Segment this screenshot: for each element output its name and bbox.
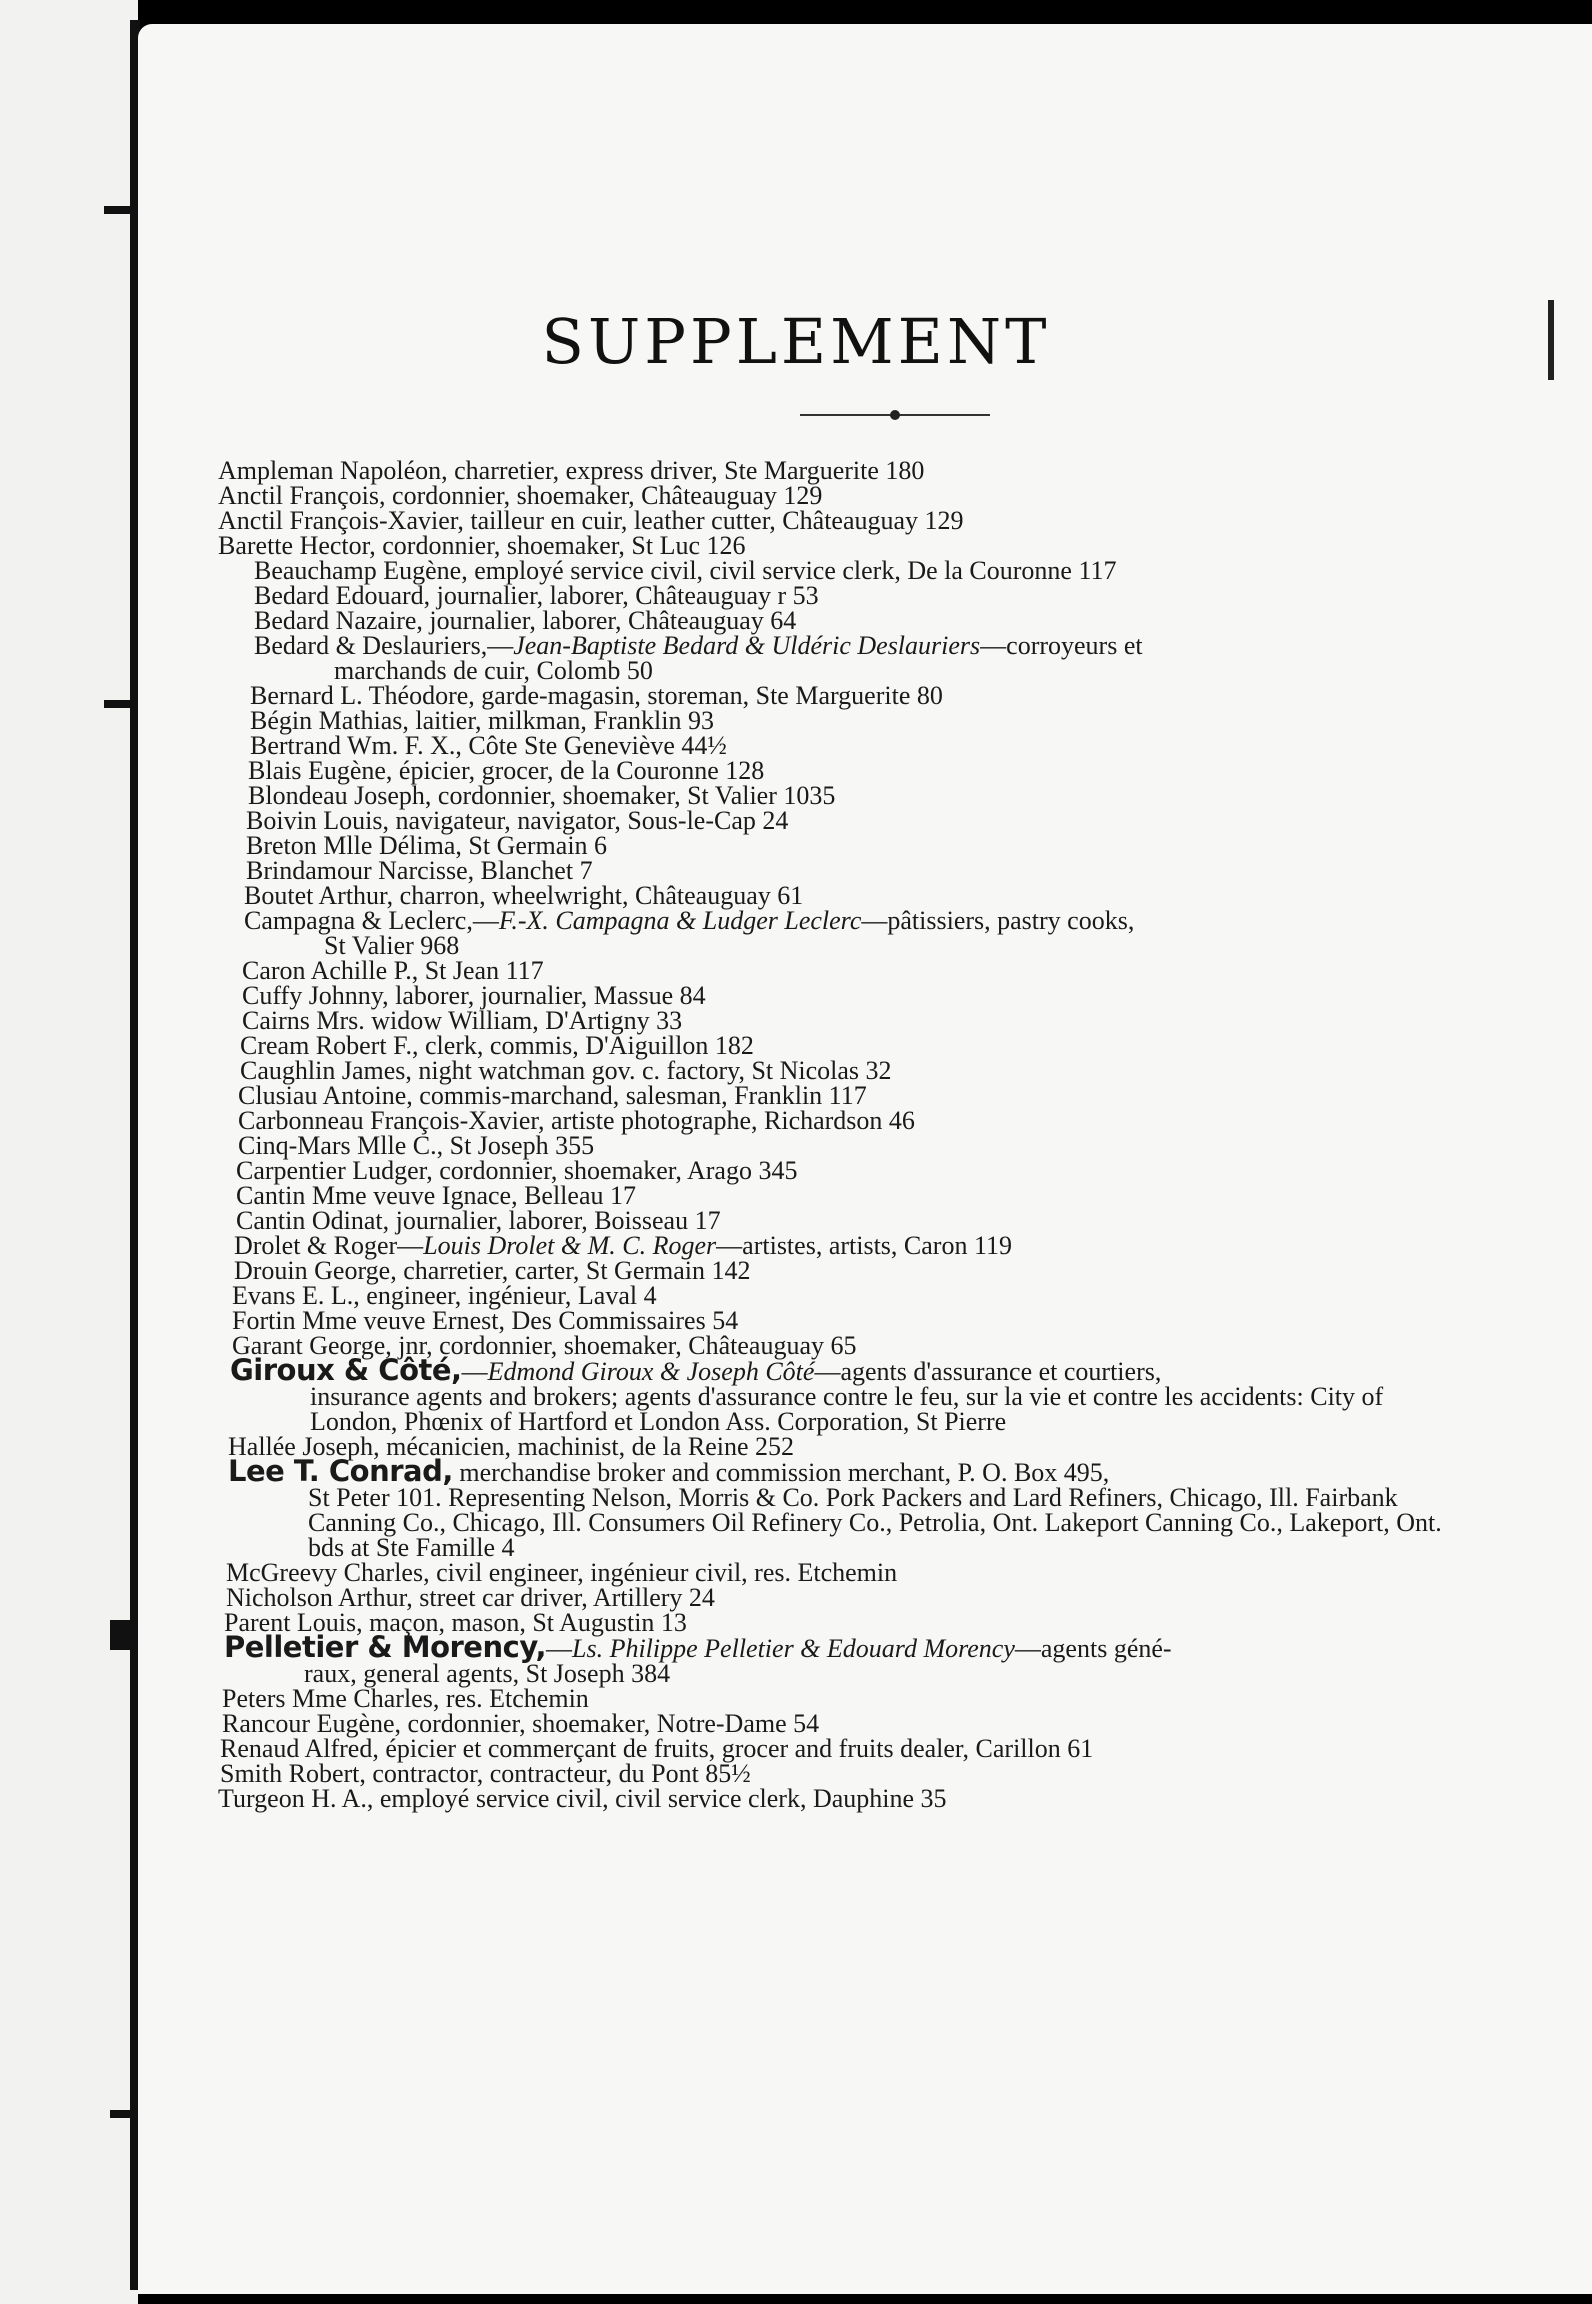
directory-entry <box>238 1083 1468 1108</box>
entry-text: Smith Robert, contractor, contracteur, du Pont 85½ <box>220 1759 751 1788</box>
directory-entry <box>232 1308 1468 1333</box>
entry-text: Cuffy Johnny, laborer, journalier, Massue 84 <box>242 981 706 1010</box>
entry-text: Cairns Mrs. widow William, D'Artigny 33 <box>242 1006 683 1035</box>
entry-text: Blondeau Joseph, cordonnier, shoemaker, St Valier 1035 <box>248 781 836 810</box>
entry-text: Cantin Odinat, journalier, laborer, Boisseau 17 <box>236 1206 721 1235</box>
directory-entry <box>218 1786 1468 1811</box>
entry-lead: Campagna & Leclerc,— <box>244 906 499 935</box>
directory-entry <box>248 783 1468 808</box>
registration-mark <box>110 2110 134 2118</box>
directory-entry <box>244 908 1468 958</box>
entry-partners: Ls. Philippe Pelletier & Edouard Morency <box>572 1634 1015 1663</box>
entry-text: Fortin Mme veuve Ernest, Des Commissaires 54 <box>232 1306 739 1335</box>
title-rule-ornament <box>890 410 900 420</box>
directory-entry <box>250 733 1468 758</box>
entry-text: Garant George, jnr, cordonnier, shoemaker, Châteauguay 65 <box>232 1331 857 1360</box>
entry-text: Bedard Edouard, journalier, laborer, Châteauguay r 53 <box>254 581 819 610</box>
entry-text: Bernard L. Théodore, garde-magasin, storeman, Ste Marguerite 80 <box>250 681 943 710</box>
entry-text: Breton Mlle Délima, St Germain 6 <box>246 831 608 860</box>
entry-cont: raux, general agents, St Joseph 384 <box>304 1659 671 1688</box>
directory-entry <box>244 883 1468 908</box>
directory-entry <box>230 1353 1468 1436</box>
entry-cont: insurance agents and brokers; agents d'assurance contre le feu, sur la vie et contre les accidents: City of London, Phœnix of Hartford et London Ass. Corporation, St Pierre <box>310 1382 1384 1436</box>
directory-entry <box>248 758 1468 783</box>
entry-text: Cream Robert F., clerk, commis, D'Aiguillon 182 <box>240 1031 754 1060</box>
entry-text: Anctil François, cordonnier, shoemaker, Châteauguay 129 <box>218 481 823 510</box>
entry-partners: Jean-Baptiste Bedard & Uldéric Deslauriers <box>513 631 981 660</box>
entry-partners: Louis Drolet & M. C. Roger <box>423 1231 717 1260</box>
entry-text: Brindamour Narcisse, Blanchet 7 <box>246 856 593 885</box>
directory-entry <box>254 583 1468 608</box>
entry-cont: marchands de cuir, Colomb 50 <box>334 656 653 685</box>
directory-entry <box>242 983 1468 1008</box>
entry-tail: —agents d'assurance et courtiers, <box>814 1357 1162 1386</box>
entry-text: Hallée Joseph, mécanicien, machinist, de la Reine 252 <box>228 1432 795 1461</box>
entry-cont: St Valier 968 <box>324 931 460 960</box>
registration-mark <box>110 1620 140 1650</box>
directory-entry <box>254 608 1468 633</box>
entry-lead: Bedard & Deslauriers,— <box>254 631 514 660</box>
directory-entry <box>222 1686 1468 1711</box>
entry-text: Beauchamp Eugène, employé service civil, civil service clerk, De la Couronne 117 <box>254 556 1117 585</box>
entry-text: Clusiau Antoine, commis-marchand, salesman, Franklin 117 <box>238 1081 867 1110</box>
directory-entry <box>220 1736 1468 1761</box>
directory-entry <box>246 858 1468 883</box>
directory-entry <box>218 508 1468 533</box>
directory-entry <box>238 1133 1468 1158</box>
entry-text: McGreevy Charles, civil engineer, ingénieur civil, res. Etchemin <box>226 1558 898 1587</box>
entry-partners: Edmond Giroux & Joseph Côté <box>487 1357 815 1386</box>
entry-text: Parent Louis, maçon, mason, St Augustin 13 <box>224 1608 687 1637</box>
entry-tail: —corroyeurs et <box>980 631 1143 660</box>
directory-entry <box>220 1761 1468 1786</box>
directory-entry <box>240 1033 1468 1058</box>
directory-entry <box>236 1158 1468 1183</box>
directory-entry <box>222 1711 1468 1736</box>
entry-text: Caughlin James, night watchman gov. c. factory, St Nicolas 32 <box>240 1056 892 1085</box>
directory-entry <box>250 708 1468 733</box>
entry-partners: F.-X. Campagna & Ludger Leclerc <box>498 906 862 935</box>
entry-text: Renaud Alfred, épicier et commerçant de fruits, grocer and fruits dealer, Carillon 61 <box>220 1734 1094 1763</box>
entry-text: Ampleman Napoléon, charretier, express driver, Ste Marguerite 180 <box>218 456 925 485</box>
entry-text: Anctil François-Xavier, tailleur en cuir, leather cutter, Châteauguay 129 <box>218 506 964 535</box>
directory-entry <box>250 683 1468 708</box>
directory-entry <box>246 808 1468 833</box>
directory-entry <box>236 1183 1468 1208</box>
page-title: SUPPLEMENT <box>541 305 1051 378</box>
directory-entry <box>242 1008 1468 1033</box>
directory-entry <box>224 1630 1468 1688</box>
entry-text: Boivin Louis, navigateur, navigator, Sous-le-Cap 24 <box>246 806 789 835</box>
entry-bold: Pelletier & Morency, <box>224 1630 546 1664</box>
directory-entry <box>240 1058 1468 1083</box>
directory-entry <box>234 1233 1468 1258</box>
directory-entry <box>234 1258 1468 1283</box>
directory-entry <box>226 1585 1468 1610</box>
entry-text: Bedard Nazaire, journalier, laborer, Châteauguay 64 <box>254 606 797 635</box>
entry-text: Drouin George, charretier, carter, St Germain 142 <box>234 1256 751 1285</box>
directory-entries <box>218 456 1468 1813</box>
entry-text: Carbonneau François-Xavier, artiste photographe, Richardson 46 <box>238 1106 915 1135</box>
entry-lead: — <box>546 1634 572 1663</box>
entry-text: Boutet Arthur, charron, wheelwright, Châteauguay 61 <box>244 881 804 910</box>
entry-bold: Lee T. Conrad, <box>228 1454 453 1488</box>
entry-cont: St Peter 101. Representing Nelson, Morris & Co. Pork Packers and Lard Refiners, Chicago, Ill. Fairbank Canning Co., Chicago, Ill. Consumers Oil Refinery Co., Petrolia, Ont. Lakeport Canning Co., Lakeport, Ont. bds at Ste Famille 4 <box>308 1483 1442 1562</box>
entry-text: Bertrand Wm. F. X., Côte Ste Geneviève 44½ <box>250 731 727 760</box>
entry-text: Barette Hector, cordonnier, shoemaker, St Luc 126 <box>218 531 746 560</box>
entry-tail: merchandise broker and commission merchant, P. O. Box 495, <box>452 1458 1110 1487</box>
directory-entry <box>242 958 1468 983</box>
directory-entry <box>254 633 1468 683</box>
entry-bold: Giroux & Côté, <box>230 1353 462 1387</box>
directory-entry <box>232 1283 1468 1308</box>
directory-entry <box>246 833 1468 858</box>
entry-lead: — <box>461 1357 488 1386</box>
entry-text: Cinq-Mars Mlle C., St Joseph 355 <box>238 1131 595 1160</box>
entry-text: Rancour Eugène, cordonnier, shoemaker, Notre-Dame 54 <box>222 1709 820 1738</box>
entry-tail: —artistes, artists, Caron 119 <box>716 1231 1012 1260</box>
directory-entry <box>228 1454 1468 1562</box>
directory-entry <box>218 458 1468 483</box>
directory-entry <box>218 483 1468 508</box>
directory-entry <box>218 533 1468 558</box>
directory-entry <box>254 558 1468 583</box>
entry-text: Carpentier Ludger, cordonnier, shoemaker, Arago 345 <box>236 1156 798 1185</box>
entry-text: Bégin Mathias, laitier, milkman, Franklin 93 <box>250 706 715 735</box>
entry-text: Evans E. L., engineer, ingénieur, Laval 4 <box>232 1281 657 1310</box>
entry-text: Peters Mme Charles, res. Etchemin <box>222 1684 589 1713</box>
entry-text: Blais Eugène, épicier, grocer, de la Couronne 128 <box>248 756 765 785</box>
entry-tail: —pâtissiers, pastry cooks, <box>861 906 1135 935</box>
entry-tail: —agents géné- <box>1014 1634 1172 1663</box>
entry-text: Turgeon H. A., employé service civil, civil service clerk, Dauphine 35 <box>218 1784 947 1813</box>
entry-text: Cantin Mme veuve Ignace, Belleau 17 <box>236 1181 636 1210</box>
directory-entry <box>226 1560 1468 1585</box>
directory-entry <box>238 1108 1468 1133</box>
entry-lead: Drolet & Roger— <box>234 1231 424 1260</box>
entry-text: Nicholson Arthur, street car driver, Artillery 24 <box>226 1583 715 1612</box>
directory-entry <box>236 1208 1468 1233</box>
entry-text: Caron Achille P., St Jean 117 <box>242 956 544 985</box>
